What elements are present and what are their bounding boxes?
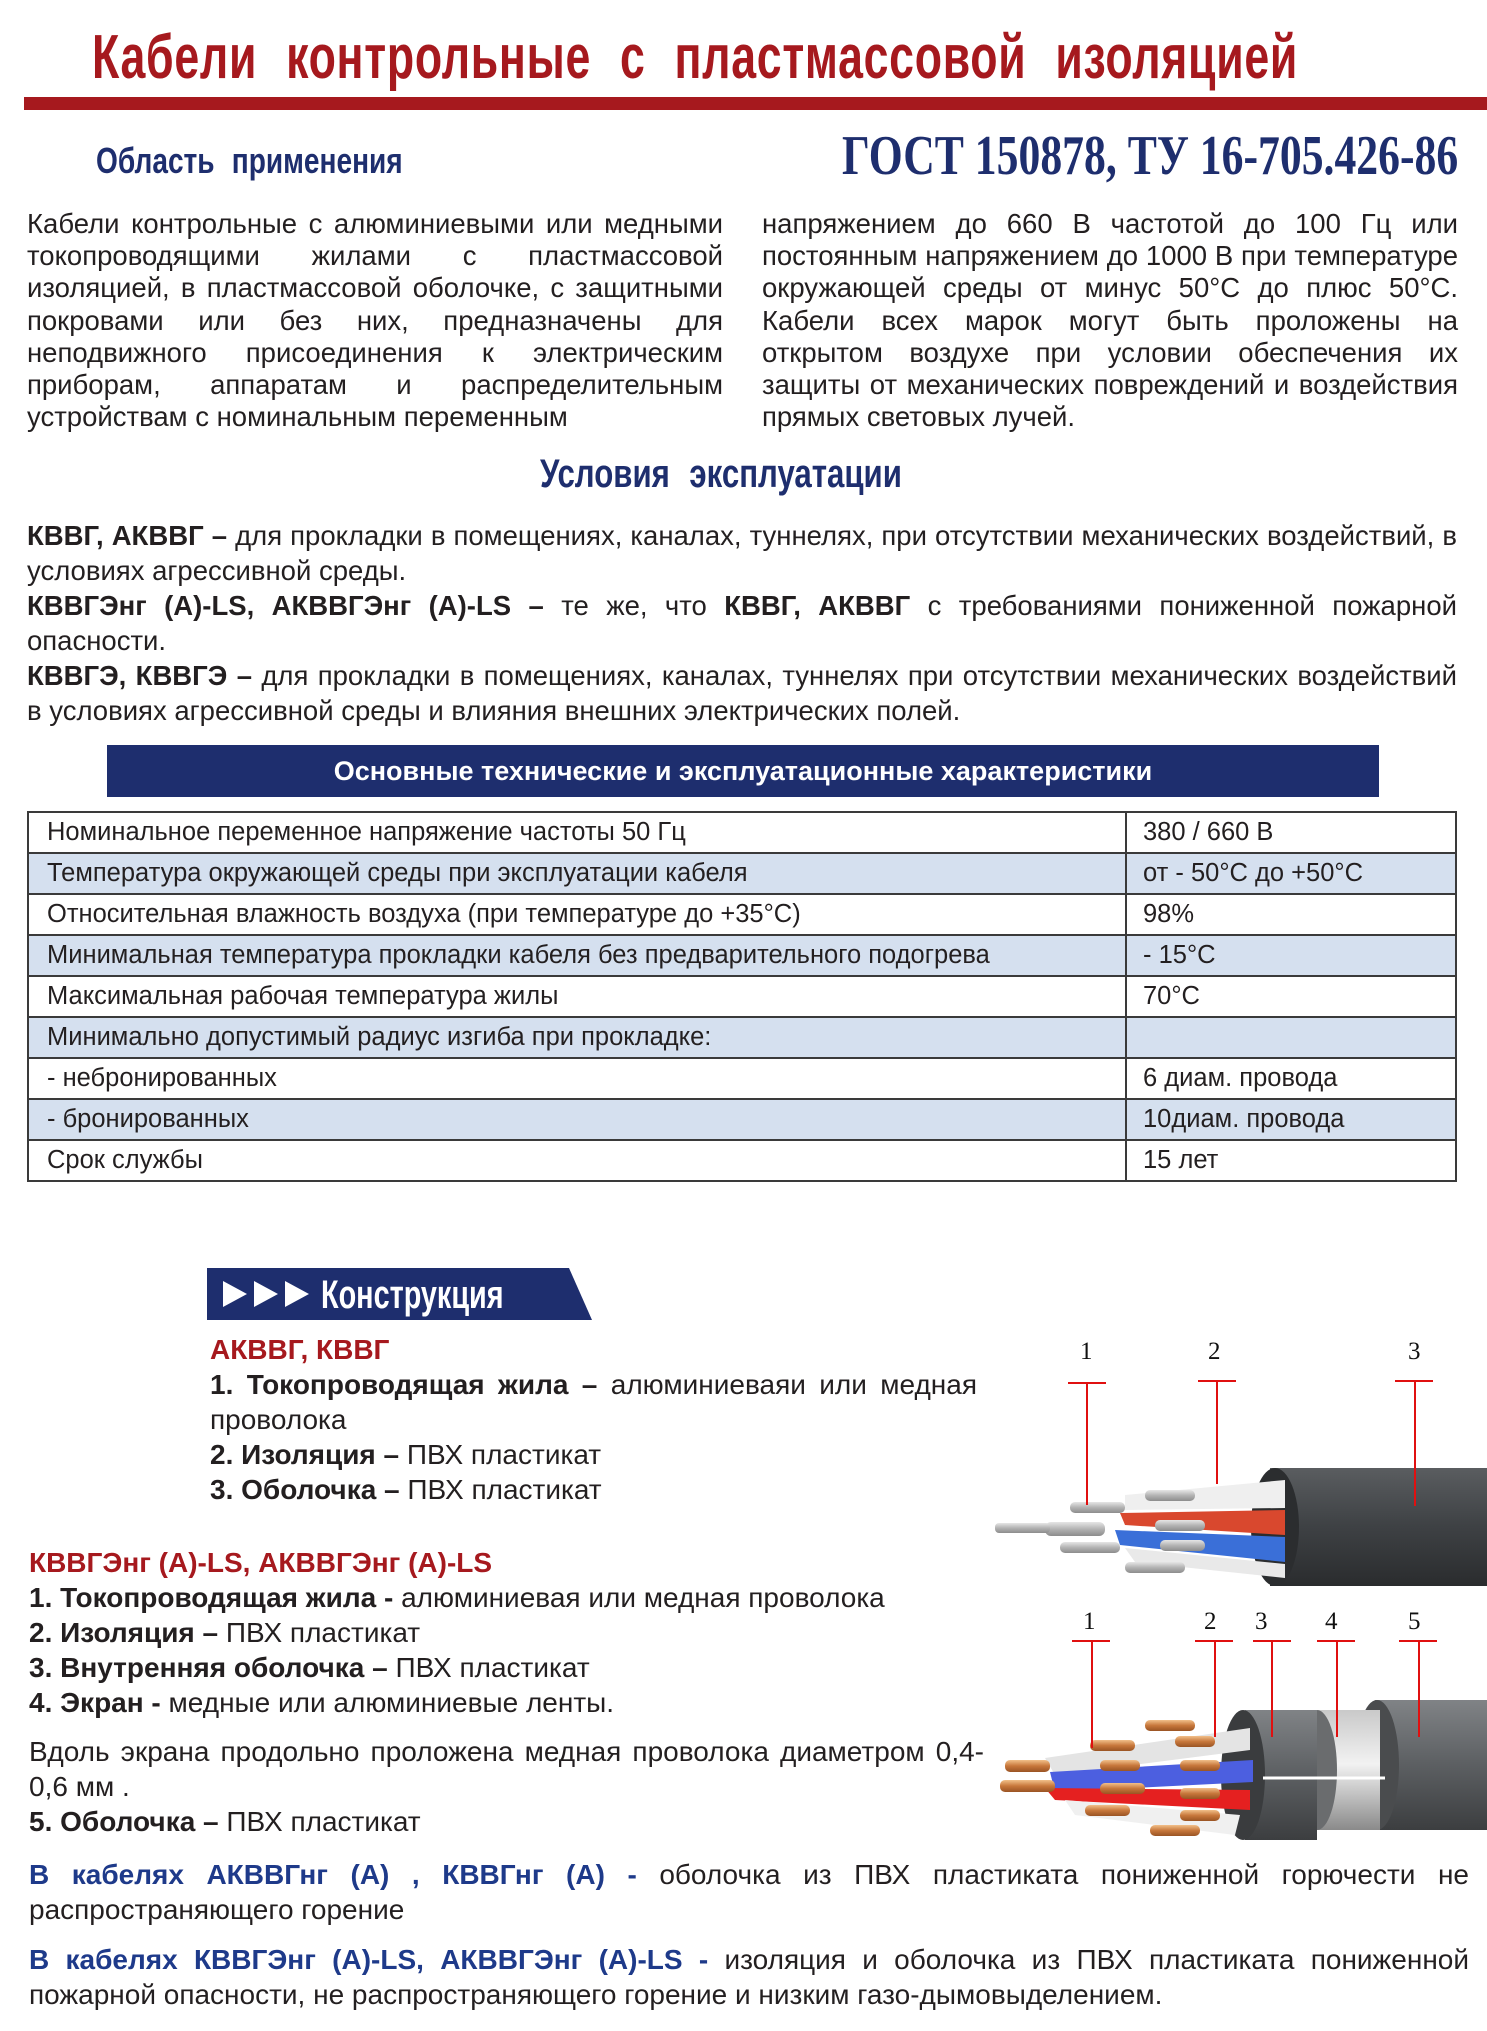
item-text: ПВХ пластикат: [218, 1806, 421, 1837]
item-label: 4. Экран -: [29, 1687, 161, 1718]
spec-value: 15 лет: [1126, 1140, 1456, 1181]
callout-number: 2: [1208, 1338, 1221, 1365]
title-divider: [24, 97, 1487, 110]
callout-number: 2: [1204, 1608, 1217, 1635]
arrow-right-icon: [254, 1281, 278, 1307]
construction-heading: Конструкция: [321, 1273, 504, 1317]
spec-parameter: Номинальное переменное напряжение частоты 50 Гц: [28, 812, 1126, 853]
spec-row: [28, 894, 1456, 935]
spec-parameter: Температура окружающей среды при эксплуатации кабеля: [28, 853, 1126, 894]
spec-parameter: Минимальная температура прокладки кабеля без предварительного подогрева: [28, 935, 1126, 976]
kvvg-cable-illustration: [985, 1330, 1487, 1600]
callout-number: 3: [1255, 1608, 1268, 1635]
spec-row: [28, 976, 1456, 1017]
item-label: 1. Токопроводящая жила -: [29, 1582, 394, 1613]
item-text: ПВХ пластикат: [218, 1617, 421, 1648]
condition-brands: КВВГЭ, КВВГЭ –: [27, 660, 252, 691]
ng-construction: [29, 1545, 984, 1839]
spec-row: [28, 853, 1456, 894]
screen-wire-note: Вдоль экрана продольно проложена медная проволока диаметром 0,4-0,6 мм .: [29, 1736, 984, 1802]
spec-row: [28, 1058, 1456, 1099]
callout-leader: [1216, 1380, 1218, 1484]
condition-item: [27, 588, 1457, 658]
arrow-right-icon: [223, 1281, 247, 1307]
construction-item: [210, 1472, 977, 1507]
application-text-left: Кабели контрольные с алюминиевыми или медными токопроводящими жилами с пластмассовой изоляцией, в пластмассовой оболочке, с защитными покровами или без них, предназначены для неподвижного присоединения к электрическим приборам, аппаратам и распределительным устройствам с номинальным переменным: [27, 208, 723, 433]
item-label: 3. Внутренняя оболочка –: [29, 1652, 388, 1683]
callout-number: 3: [1408, 1338, 1421, 1365]
callout-leader: [1271, 1640, 1273, 1737]
spec-row: [28, 1017, 1456, 1058]
note-text: изоляция и оболочка из ПВХ пластиката пониженной пожарной опасности, не распространяющего горение и низким газо-дымовыделением.: [29, 1944, 1469, 2010]
spec-value: [1126, 1017, 1456, 1058]
spec-row: [28, 812, 1456, 853]
note-item: [29, 1857, 1469, 1927]
spec-row: [28, 1140, 1456, 1181]
callout-leader: [1091, 1640, 1093, 1748]
spec-value: - 15°С: [1126, 935, 1456, 976]
ng-cable-illustration: [985, 1600, 1487, 1850]
item-label: 2. Изоляция –: [29, 1617, 219, 1648]
item-label: 5. Оболочка –: [29, 1806, 219, 1837]
application-text-right: напряжением до 660 В частотой до 100 Гц или постоянным напряжением до 1000 В при температуре окружающей среды от минус 50°С до плюс 50°С. Кабели всех марок могут быть проложены на открытом воздухе при условии обеспечения их защиты от механических повреждений и воздействия прямых световых лучей.: [762, 208, 1458, 433]
construction-banner: [207, 1268, 592, 1320]
spec-parameter: Срок службы: [28, 1140, 1126, 1181]
page-title: Кабели контрольные с пластмассовой изоляцией: [92, 23, 1299, 92]
spec-row: [28, 1099, 1456, 1140]
item-text: ПВХ пластикат: [399, 1439, 602, 1470]
condition-text: те же, что: [543, 590, 725, 621]
kvvg-cable-diagram: [985, 1330, 1487, 1600]
callout-number: 1: [1080, 1338, 1093, 1365]
spec-value: 6 диам. провода: [1126, 1058, 1456, 1099]
application-area-heading: Область применения: [96, 140, 403, 181]
callout-leader: [1414, 1380, 1416, 1506]
callout-number: 5: [1408, 1608, 1421, 1635]
construction-item: [29, 1580, 984, 1615]
kvvg-construction: [210, 1332, 977, 1507]
condition-item: [27, 518, 1457, 588]
construction-item: [29, 1804, 984, 1839]
specs-table: [27, 811, 1457, 1182]
operating-conditions-list: [27, 518, 1457, 728]
condition-text: для прокладки в помещениях, каналах, туннелях при отсутствии механических воздействий в условиях агрессивной среды и влияния внешних электрических полей.: [27, 660, 1458, 726]
spec-parameter: Минимально допустимый радиус изгиба при прокладке:: [28, 1017, 1126, 1058]
item-label: 2. Изоляция –: [210, 1439, 400, 1470]
item-text: алюминиевая или медная проволока: [393, 1582, 885, 1613]
condition-brands-ref: КВВГ, АКВВГ: [724, 590, 911, 621]
item-text: ПВХ пластикат: [399, 1474, 602, 1505]
construction-item: [210, 1367, 977, 1437]
construction-item: [210, 1437, 977, 1472]
note-brands: В кабелях АКВВГнг (А) , КВВГнг (А) -: [29, 1859, 637, 1890]
item-text: ПВХ пластикат: [387, 1652, 590, 1683]
condition-text: с требованиями пониженной пожарной опасности.: [27, 590, 1457, 656]
callout-leader: [1086, 1382, 1088, 1505]
construction-item: [29, 1685, 984, 1720]
spec-value: 98%: [1126, 894, 1456, 935]
spec-parameter: Максимальная рабочая температура жилы: [28, 976, 1126, 1017]
item-label: 3. Оболочка –: [210, 1474, 400, 1505]
operating-conditions-heading: Условия эксплуатации: [540, 452, 902, 496]
kvvg-title: АКВВГ, КВВГ: [210, 1334, 390, 1365]
spec-parameter: - бронированных: [28, 1099, 1126, 1140]
note-brands: В кабелях КВВГЭнг (А)-LS, АКВВГЭнг (А)-LS -: [29, 1944, 709, 1975]
spec-value: от - 50°С до +50°С: [1126, 853, 1456, 894]
spec-parameter: Относительная влажность воздуха (при температуре до +35°С): [28, 894, 1126, 935]
condition-brands: КВВГЭнг (А)-LS, АКВВГЭнг (А)-LS –: [27, 590, 544, 621]
construction-item: [29, 1615, 984, 1650]
callout-leader: [1418, 1640, 1420, 1737]
note-text: оболочка из ПВХ пластиката пониженной горючести не распространяющего горение: [29, 1859, 1469, 1925]
callout-leader: [1336, 1640, 1338, 1737]
spec-parameter: - небронированных: [28, 1058, 1126, 1099]
condition-text: для прокладки в помещениях, каналах, туннелях, при отсутствии механических воздействий, в условиях агрессивной среды.: [27, 520, 1457, 586]
spec-row: [28, 935, 1456, 976]
callout-number: 1: [1083, 1608, 1096, 1635]
construction-item: [29, 1650, 984, 1685]
condition-brands: КВВГ, АКВВГ –: [27, 520, 228, 551]
item-text: алюминиеваяи или медная проволока: [210, 1369, 978, 1435]
item-text: медные или алюминиевые ленты.: [160, 1687, 615, 1718]
note-item: [29, 1942, 1469, 2012]
ng-title: КВВГЭнг (А)-LS, АКВВГЭнг (А)-LS: [29, 1547, 493, 1578]
arrow-right-icon: [285, 1281, 309, 1307]
standard-reference: ГОСТ 150878, ТУ 16-705.426-86: [842, 125, 1459, 187]
callout-leader: [1214, 1640, 1216, 1737]
spec-value: 380 / 660 В: [1126, 812, 1456, 853]
flammability-notes: [29, 1857, 1469, 2027]
callout-number: 4: [1325, 1608, 1338, 1635]
condition-item: [27, 658, 1457, 728]
item-label: 1. Токопроводящая жила –: [210, 1369, 598, 1400]
specs-heading: Основные технические и эксплуатационные характеристики: [107, 745, 1379, 797]
spec-value: 10диам. провода: [1126, 1099, 1456, 1140]
spec-value: 70°С: [1126, 976, 1456, 1017]
ng-cable-diagram: [985, 1600, 1487, 1850]
